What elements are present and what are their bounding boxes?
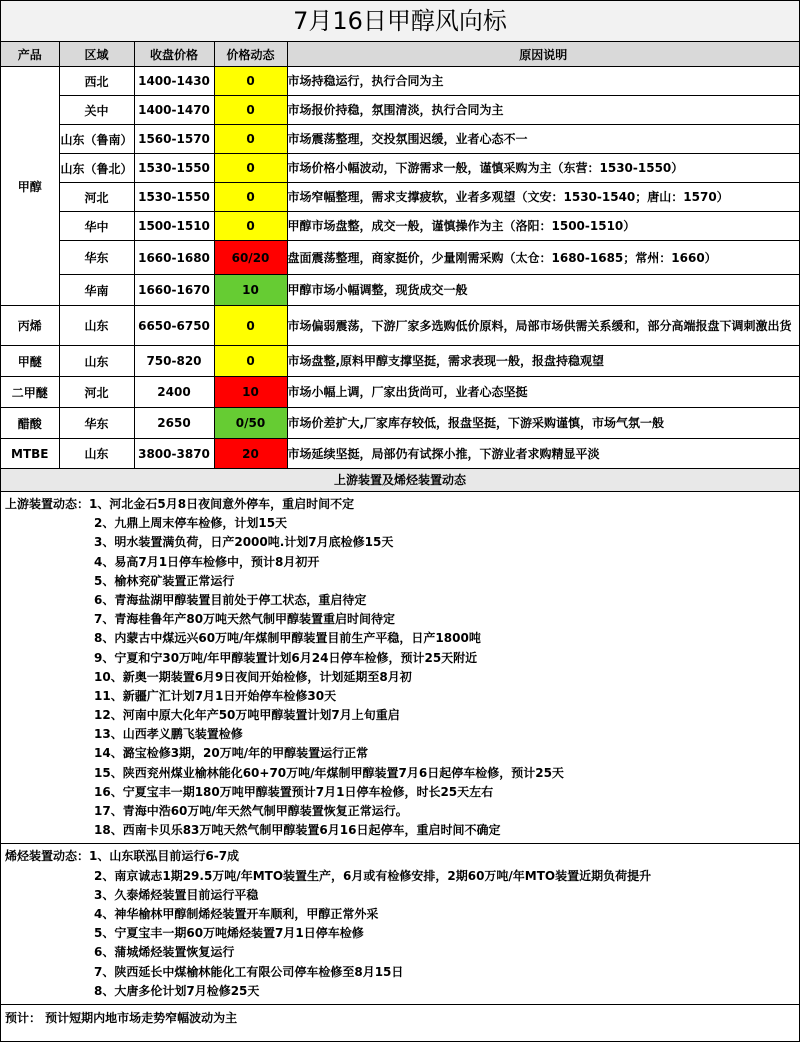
product-cell: 甲醚	[1, 346, 59, 377]
region-cell: 山东	[59, 439, 134, 469]
change-cell: 0	[214, 346, 287, 377]
list-item: 8、内蒙古中煤远兴60万吨/年煤制甲醇装置目前生产平稳，日产1800吨	[94, 631, 481, 646]
change-cell: 0	[214, 96, 287, 125]
reason-cell: 市场盘整,原料甲醇支撑坚挺，需求表现一般，报盘持稳观望	[287, 346, 799, 377]
price-cell: 1560-1570	[134, 125, 214, 154]
list-item: 烯烃装置动态：1、山东联泓目前运行6-7成	[5, 849, 240, 864]
region-cell: 山东	[59, 306, 134, 346]
header-region: 区域	[59, 42, 134, 67]
reason-cell: 市场偏弱震荡，下游厂家多选购低价原料，局部市场供需关系缓和，部分高端报盘下调刺激出货	[287, 306, 799, 346]
change-cell: 0	[214, 154, 287, 183]
table-row	[1, 96, 799, 125]
list-item: 14、潞宝检修3期，20万吨/年的甲醇装置运行正常	[94, 746, 369, 761]
table-row	[1, 241, 799, 275]
list-item: 15、陕西兖州煤业榆林能化60+70万吨/年煤制甲醇装置7月6日起停车检修，预计25天	[94, 765, 564, 780]
list-item: 18、西南卡贝乐83万吨天然气制甲醇装置6月16日起停车，重启时间不确定	[94, 823, 501, 838]
table-row	[1, 183, 799, 212]
reason-cell: 市场持稳运行，执行合同为主	[287, 67, 799, 96]
table-row	[1, 346, 799, 377]
forecast-text: 预计： 预计短期内地市场走势窄幅波动为主	[5, 1010, 238, 1025]
header-change: 价格动态	[214, 42, 287, 67]
change-cell: 10	[214, 275, 287, 306]
product-cell: MTBE	[1, 439, 59, 469]
table-row	[1, 67, 799, 96]
change-cell: 10	[214, 377, 287, 408]
product-cell: 丙烯	[1, 306, 59, 346]
list-item: 5、榆林兖矿装置正常运行	[94, 573, 235, 588]
table-row	[1, 154, 799, 183]
product-cell: 二甲醚	[1, 377, 59, 408]
region-cell: 华东	[59, 408, 134, 439]
list-item: 13、山西孝义鹏飞装置检修	[94, 727, 243, 742]
change-cell: 60/20	[214, 241, 287, 275]
region-cell: 山东（鲁北）	[59, 154, 134, 183]
change-cell: 0	[214, 67, 287, 96]
price-cell: 1500-1510	[134, 212, 214, 241]
price-cell: 1530-1550	[134, 154, 214, 183]
price-cell: 750-820	[134, 346, 214, 377]
price-cell: 3800-3870	[134, 439, 214, 469]
page-title: 7月16日甲醇风向标	[1, 1, 799, 42]
price-table	[1, 42, 799, 469]
upstream-label: 上游装置动态：	[5, 497, 90, 511]
price-cell: 2400	[134, 377, 214, 408]
header-reason: 原因说明	[287, 42, 799, 67]
price-cell: 6650-6750	[134, 306, 214, 346]
list-item: 9、宁夏和宁30万吨/年甲醇装置计划6月24日停车检修，预计25天附近	[94, 650, 478, 665]
table-row	[1, 306, 799, 346]
header-price: 收盘价格	[134, 42, 214, 67]
region-cell: 山东	[59, 346, 134, 377]
list-item: 11、新疆广汇计划7月1日开始停车检修30天	[94, 688, 337, 703]
price-cell: 1400-1470	[134, 96, 214, 125]
change-cell: 0	[214, 125, 287, 154]
reason-cell: 市场报价持稳，氛围清淡，执行合同为主	[287, 96, 799, 125]
list-item: 8、大唐多伦计划7月检修25天	[94, 983, 260, 998]
reason-cell: 市场小幅上调，厂家出货尚可，业者心态坚挺	[287, 377, 799, 408]
list-item: 4、易高7月1日停车检修中，预计8月初开	[94, 554, 320, 569]
reason-cell: 市场价差扩大,厂家库存较低，报盘坚挺，下游采购谨慎，市场气氛一般	[287, 408, 799, 439]
price-cell: 1660-1680	[134, 241, 214, 275]
list-item: 7、陕西延长中煤榆林能化工有限公司停车检修至8月15日	[94, 964, 404, 979]
reason-cell: 盘面震荡整理，商家挺价，少量刚需采购（太仓：1680-1685；常州：1660）	[287, 241, 799, 275]
list-item: 3、明水装置满负荷，日产2000吨.计划7月底检修15天	[94, 535, 394, 550]
list-item: 5、宁夏宝丰一期60万吨烯烃装置7月1日停车检修	[94, 926, 364, 941]
reason-cell: 市场价格小幅波动，下游需求一般，谨慎采购为主（东营：1530-1550）	[287, 154, 799, 183]
product-cell: 醋酸	[1, 408, 59, 439]
list-item: 4、神华榆林甲醇制烯烃装置开车顺利，甲醇正常外采	[94, 906, 379, 921]
list-item: 上游装置动态：1、河北金石5月8日夜间意外停车，重启时间不定	[5, 497, 355, 511]
product-cell: 甲醇	[1, 67, 59, 306]
olefin-label: 烯烃装置动态：	[5, 849, 90, 864]
region-cell: 华南	[59, 275, 134, 306]
price-cell: 1530-1550	[134, 183, 214, 212]
reason-cell: 市场窄幅整理，需求支撑疲软，业者多观望（文安：1530-1540；唐山：1570）	[287, 183, 799, 212]
list-item: 17、青海中浩60万吨/年天然气制甲醇装置恢复正常运行。	[94, 804, 408, 818]
list-item: 12、河南中原大化年产50万吨甲醇装置计划7月上旬重启	[94, 708, 400, 723]
list-item: 16、宁夏宝丰一期180万吨甲醇装置预计7月1日停车检修，时长25天左右	[94, 784, 494, 799]
list-item: 3、久泰烯烃装置目前运行平稳	[94, 887, 259, 902]
table-row	[1, 275, 799, 306]
change-cell: 0/50	[214, 408, 287, 439]
table-row	[1, 439, 799, 469]
table-row	[1, 377, 799, 408]
price-cell: 1400-1430	[134, 67, 214, 96]
section-title: 上游装置及烯烃装置动态	[1, 469, 799, 492]
reason-cell: 甲醇市场盘整，成交一般，谨慎操作为主（洛阳：1500-1510）	[287, 212, 799, 241]
reason-cell: 甲醇市场小幅调整，现货成交一般	[287, 275, 799, 306]
region-cell: 关中	[59, 96, 134, 125]
change-cell: 0	[214, 306, 287, 346]
price-cell: 2650	[134, 408, 214, 439]
table-row	[1, 125, 799, 154]
region-cell: 华东	[59, 241, 134, 275]
price-cell: 1660-1670	[134, 275, 214, 306]
reason-cell: 市场延续坚挺，局部仍有试探小推，下游业者求购精显平淡	[287, 439, 799, 469]
region-cell: 西北	[59, 67, 134, 96]
change-cell: 20	[214, 439, 287, 469]
region-cell: 河北	[59, 377, 134, 408]
table-row	[1, 212, 799, 241]
list-item: 6、青海盐湖甲醇装置目前处于停工状态，重启待定	[94, 592, 367, 607]
list-item: 2、九鼎上周末停车检修，计划15天	[94, 516, 288, 531]
reason-cell: 市场震荡整理，交投氛围迟缓，业者心态不一	[287, 125, 799, 154]
region-cell: 华中	[59, 212, 134, 241]
change-cell: 0	[214, 183, 287, 212]
list-item: 10、新奥一期装置6月9日夜间开始检修，计划延期至8月初	[94, 669, 412, 684]
list-item: 7、青海桂鲁年产80万吨天然气制甲醇装置重启时间待定	[94, 612, 396, 627]
region-cell: 河北	[59, 183, 134, 212]
upstream-block	[1, 492, 799, 844]
olefin-block	[1, 844, 799, 1005]
change-cell: 0	[214, 212, 287, 241]
header-product: 产品	[1, 42, 59, 67]
region-cell: 山东（鲁南）	[59, 125, 134, 154]
table-header-row	[1, 42, 799, 67]
list-item: 6、蒲城烯烃装置恢复运行	[94, 945, 235, 960]
list-item: 2、南京诚志1期29.5万吨/年MTO装置生产，6月或有检修安排，2期60万吨/年MTO装置近期负荷提升	[94, 868, 652, 883]
table-row	[1, 408, 799, 439]
